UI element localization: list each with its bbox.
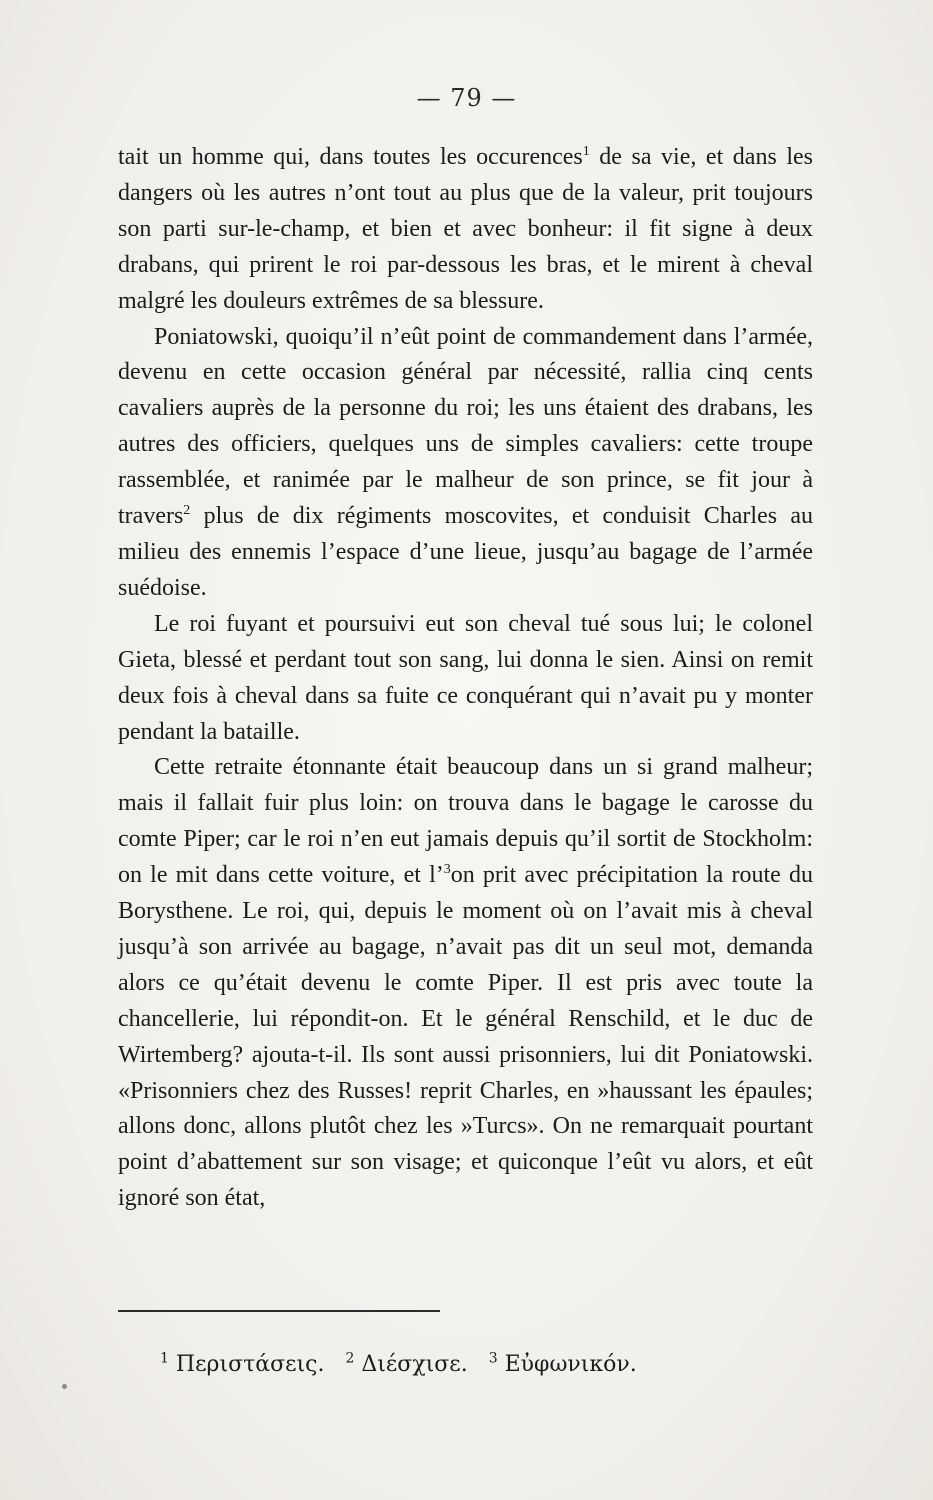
text-run: on prit avec précipitation la route du Borysthene. Le roi, qui, depuis le moment où on l’avait mis à cheval jusqu’à son arrivée au bagage, n’avait pas dit un seul mot, demanda alors ce qu’était devenu le comte Piper. Il est pris avec toute la chancellerie, lui répondit-on. Et le général Renschild, et le duc de Wirtemberg? ajouta-t-il. Ils sont aussi prisonniers, lui dit Poniatowski. «Prisonniers chez des Russes! reprit Charles, en »haussant les épaules; allons donc, allons plutôt chez les »Turcs». On ne remarquait pourtant point d’abattement sur son visage; et quiconque l’eût vu alors, et eût ignoré son état,	[118, 862, 813, 1212]
text-run: plus de dix régiments moscovites, et conduisit Charles au milieu des ennemis l’espace d’une lieue, jusqu’au bagage de l’armée suédoise.	[118, 503, 813, 601]
text-run: Cette retraite étonnante était beaucoup dans un si grand malheur; mais il fallait fuir plus loin: on trouva dans le bagage le carosse du comte Piper; car le roi n’en eut jamais depuis qu’il sortit de Stockholm: on le mit dans cette voiture, et l’	[118, 754, 813, 889]
footnote-number: 2	[345, 1350, 355, 1367]
footnote-marker: 1	[582, 144, 590, 159]
footnotes	[160, 1352, 840, 1377]
text-run: de sa vie, et dans les dangers où les autres n’ont tout au plus que de la valeur, prit toujours son parti sur-le-champ, et bien et avec bonheur: il fit signe à deux drabans, qui prirent le roi par-dessous les bras, et le mirent à cheval malgré les douleurs extrêmes de sa blessure.	[118, 144, 813, 314]
page-number: — 79 —	[416, 84, 517, 112]
footnote-text: Διέσχισε.	[361, 1352, 468, 1377]
body-text	[118, 140, 813, 1217]
footnote-marker: 3	[443, 862, 451, 878]
footnote-text: Περιστάσεις.	[175, 1352, 325, 1377]
footnote-text: Εὐφωνικόν.	[504, 1352, 637, 1377]
paper-speck	[62, 1384, 67, 1389]
paragraph	[118, 607, 813, 751]
footnote-number: 3	[488, 1350, 498, 1367]
footnote	[345, 1352, 467, 1377]
text-run: Poniatowski, quoiqu’il n’eût point de commandement dans l’armée, devenu en cette occasion général par nécessité, rallia cinq cents cavaliers auprès de la personne du roi; les uns étaient des drabans, les autres des officiers, quelques uns de simples cavaliers: cette troupe rassemblée, et ranimée par le malheur de son prince, se fit jour à travers	[118, 323, 813, 530]
text-run: tait un homme qui, dans toutes les occurences	[118, 144, 583, 170]
paragraph	[118, 140, 813, 320]
paragraph	[118, 750, 813, 1217]
footnote	[160, 1352, 324, 1377]
footnote-number: 1	[160, 1350, 169, 1367]
text-run: Le roi fuyant et poursuivi eut son cheval tué sous lui; le colonel Gieta, blessé et perdant tout son sang, lui donna le sien. Ainsi on remit deux fois à cheval dans sa fuite ce conquérant qui n’avait pu y monter pendant la bataille.	[118, 610, 813, 745]
paragraph	[118, 320, 813, 607]
footnote	[489, 1352, 637, 1377]
footnote-divider	[118, 1310, 440, 1312]
footnote-marker: 2	[183, 503, 191, 519]
